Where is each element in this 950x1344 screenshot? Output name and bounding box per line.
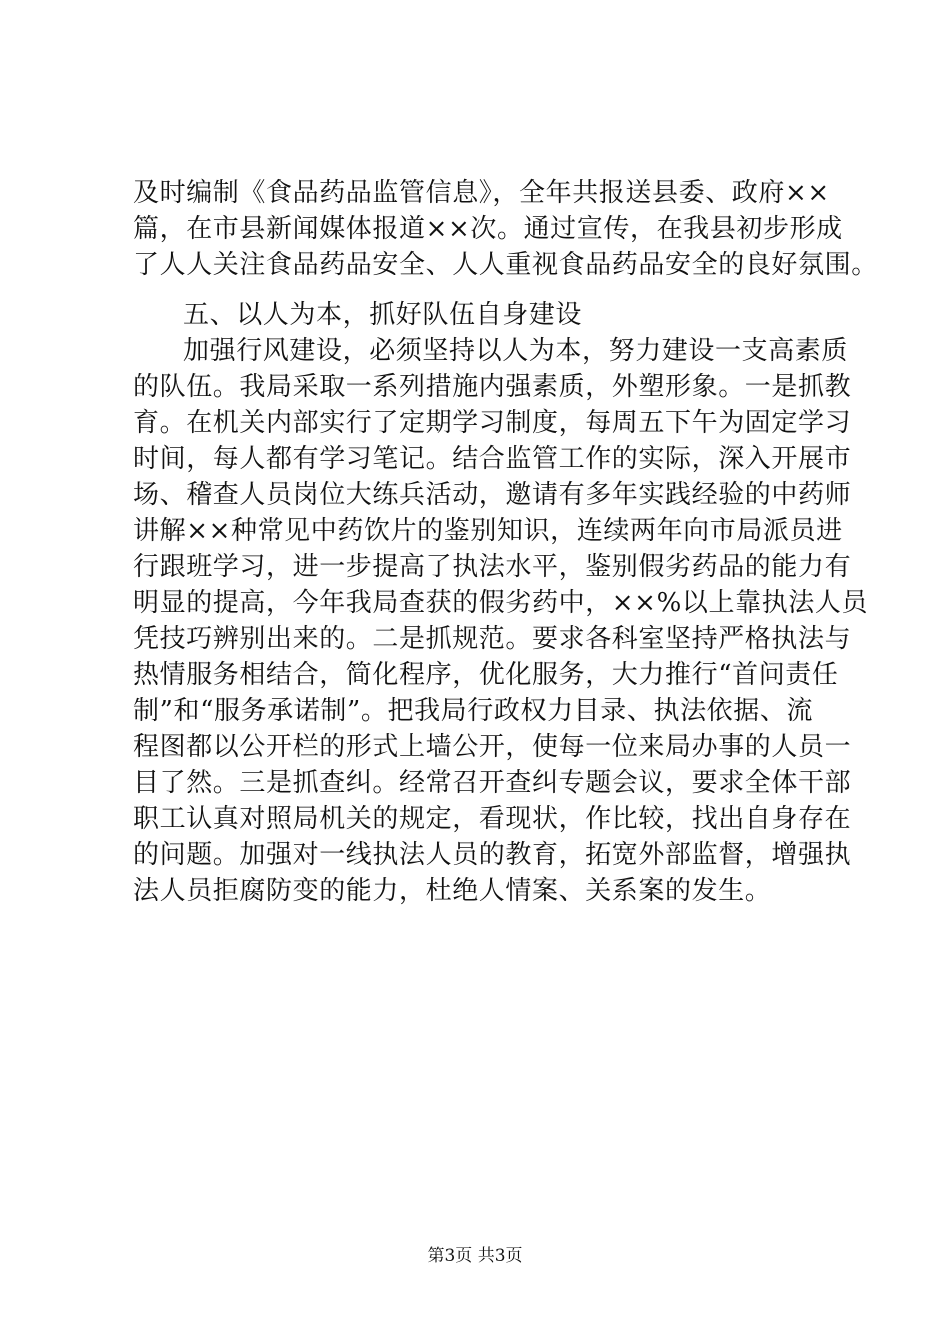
paragraph-2-line: 时间，每人都有学习笔记。结合监管工作的实际，深入开展市	[133, 444, 852, 474]
paragraph-1-line: 及时编制《食品药品监管信息》，全年共报送县委、政府××	[133, 178, 830, 208]
paragraph-1-line: 了人人关注食品药品安全、人人重视食品药品安全的良好氛围。	[133, 250, 878, 280]
paragraph-2-line: 目了然。三是抓查纠。经常召开查纠专题会议，要求全体干部	[133, 768, 852, 798]
paragraph-2-line: 职工认真对照局机关的规定，看现状，作比较，找出自身存在	[133, 804, 852, 834]
paragraph-2-line: 加强行风建设，必须坚持以人为本，努力建设一支高素质	[183, 336, 849, 366]
paragraph-2-line: 的问题。加强对一线执法人员的教育，拓宽外部监督，增强执	[133, 840, 852, 870]
paragraph-2-line: 明显的提高，今年我局查获的假劣药中，××%以上靠执法人员	[133, 588, 869, 618]
paragraph-2-line: 程图都以公开栏的形式上墙公开，使每一位来局办事的人员一	[133, 732, 852, 762]
paragraph-2-line: 场、稽查人员岗位大练兵活动，邀请有多年实践经验的中药师	[133, 480, 852, 510]
paragraph-2-line: 凭技巧辨别出来的。二是抓规范。要求各科室坚持严格执法与	[133, 624, 852, 654]
paragraph-2-line: 热情服务相结合，简化程序，优化服务，大力推行“首问责任	[133, 660, 839, 690]
paragraph-2-line: 的队伍。我局采取一系列措施内强素质，外塑形象。一是抓教	[133, 372, 852, 402]
page-number-footer: 第3页 共3页	[427, 1246, 523, 1266]
paragraph-1-line: 篇，在市县新闻媒体报道××次。通过宣传，在我县初步形成	[133, 214, 843, 244]
paragraph-2-line: 行跟班学习，进一步提高了执法水平，鉴别假劣药品的能力有	[133, 552, 852, 582]
paragraph-2-line: 讲解××种常见中药饮片的鉴别知识，连续两年向市局派员进	[133, 516, 843, 546]
paragraph-2-line: 育。在机关内部实行了定期学习制度，每周五下午为固定学习	[133, 408, 852, 438]
paragraph-2-line: 法人员拒腐防变的能力，杜绝人情案、关系案的发生。	[133, 876, 772, 906]
paragraph-2-line: 制”和“服务承诺制”。把我局行政权力目录、执法依据、流	[133, 696, 814, 726]
section-heading: 五、以人为本，抓好队伍自身建设	[183, 300, 583, 330]
